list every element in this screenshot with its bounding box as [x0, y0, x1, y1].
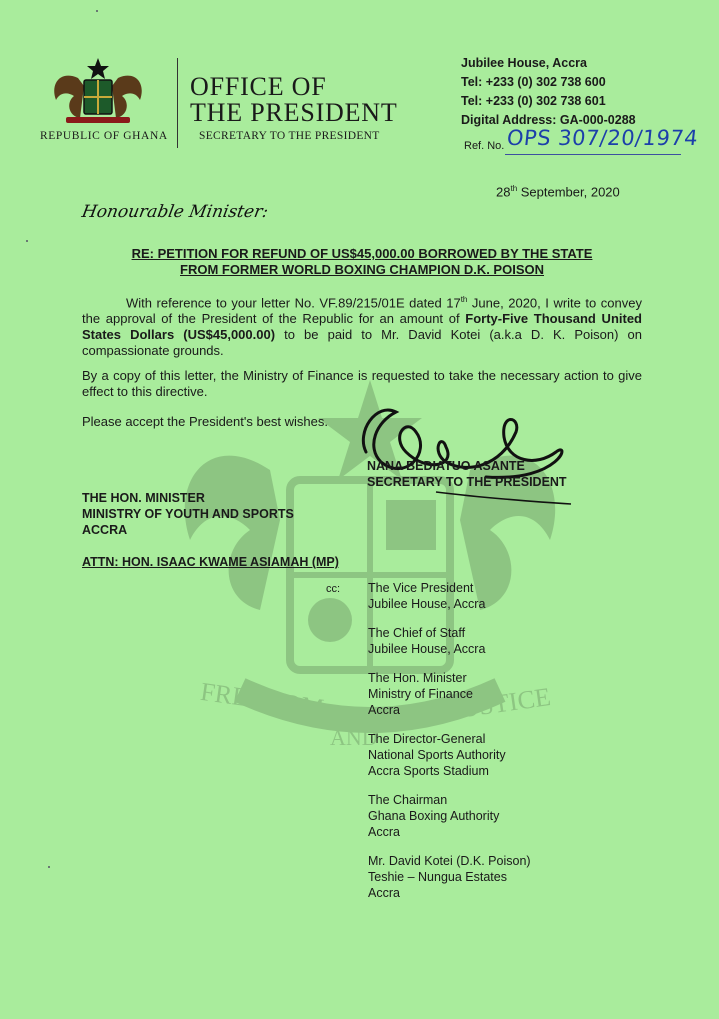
recipient-block — [82, 490, 294, 538]
cc-line: Ministry of Finance — [368, 687, 473, 701]
date-day: 28 — [496, 184, 511, 200]
cc-item — [368, 670, 531, 718]
cc-item — [368, 853, 531, 901]
salutation: Honourable Minister: — [80, 202, 270, 222]
office-title — [190, 74, 398, 126]
watermark-motto-3: JUSTICE — [448, 682, 553, 725]
p1-text-b: June, 2020, I write to convey the approval of the President of the Republic for an amount of — [82, 295, 642, 327]
speck — [26, 240, 28, 242]
republic-label: REPUBLIC OF GHANA — [40, 130, 168, 142]
ref-underline — [505, 154, 681, 155]
date-suffix: th — [510, 184, 518, 193]
cc-line: Accra Sports Stadium — [368, 764, 489, 778]
office-title-line-1: OFFICE OF — [190, 72, 327, 101]
p1-text-c: to be paid to Mr. David Kotei (a.k.a D. K. Poison) on compassionate grounds. — [82, 327, 642, 359]
signature-icon — [336, 392, 586, 522]
office-title-line-2: THE PRESIDENT — [190, 98, 398, 127]
watermark-motto-2: AND — [330, 725, 378, 750]
contact-digital-address: Digital Address: GA-000-0288 — [461, 113, 636, 127]
watermark-motto-1: FREEDOM — [198, 676, 326, 723]
contact-address: Jubilee House, Accra — [461, 56, 587, 70]
cc-line: The Director-General — [368, 732, 486, 746]
cc-item — [368, 731, 531, 779]
cc-line: Mr. David Kotei (D.K. Poison) — [368, 854, 531, 868]
header-divider — [177, 58, 178, 148]
speck — [48, 866, 50, 868]
cc-line: Jubilee House, Accra — [368, 642, 486, 656]
signer-title: SECRETARY TO THE PRESIDENT — [367, 475, 567, 489]
speck — [96, 10, 98, 12]
cc-line: The Chairman — [368, 793, 448, 807]
cc-item — [368, 580, 531, 612]
p1-amount: Forty-Five Thousand United States Dollars (US$45,000.00) — [82, 311, 642, 343]
recipient-line-2: MINISTRY OF YOUTH AND SPORTS — [82, 507, 294, 521]
contact-block — [461, 54, 636, 130]
cc-line: The Chief of Staff — [368, 626, 466, 640]
recipient-line-1: THE HON. MINISTER — [82, 491, 205, 505]
cc-item — [368, 625, 531, 657]
contact-phone-1: Tel: +233 (0) 302 738 600 — [461, 75, 606, 89]
ref-label: Ref. No. — [464, 140, 505, 152]
subject-line-1: RE: PETITION FOR REFUND OF US$45,000.00 BORROWED BY THE STATE — [131, 246, 593, 261]
cc-item — [368, 792, 531, 840]
office-subtitle: SECRETARY TO THE PRESIDENT — [199, 130, 380, 142]
p1-text-a: With reference to your letter No. VF.89/215/01E dated 17 — [126, 295, 461, 311]
cc-line: National Sports Authority — [368, 748, 506, 762]
cc-label: cc: — [326, 583, 341, 595]
p1-sup: th — [460, 295, 468, 304]
attention-line: ATTN: HON. ISAAC KWAME ASIAMAH (MP) — [82, 555, 339, 569]
cc-line: The Hon. Minister — [368, 671, 467, 685]
letter-date — [496, 184, 620, 199]
coat-of-arms-icon — [48, 56, 148, 126]
body-paragraph-3: Please accept the President's best wishes. — [82, 414, 329, 429]
cc-list — [368, 580, 531, 914]
signer-block — [367, 458, 567, 490]
recipient-line-3: ACCRA — [82, 523, 128, 537]
contact-phone-2: Tel: +233 (0) 302 738 601 — [461, 94, 606, 108]
body-paragraph-1 — [82, 292, 642, 359]
body-paragraph-2: By a copy of this letter, the Ministry of Finance is requested to take the necessary action to give effect to this directive. — [82, 368, 642, 399]
cc-line: Ghana Boxing Authority — [368, 809, 500, 823]
subject-line-2: FROM FORMER WORLD BOXING CHAMPION D.K. POISON — [180, 262, 544, 277]
ref-number: OPS 307/20/1974 — [505, 126, 700, 150]
subject-line — [82, 246, 642, 278]
cc-line: Accra — [368, 825, 400, 839]
cc-line: The Vice President — [368, 581, 474, 595]
cc-line: Accra — [368, 703, 400, 717]
date-rest: September, 2020 — [517, 184, 620, 200]
cc-line: Accra — [368, 886, 400, 900]
cc-line: Teshie – Nungua Estates — [368, 870, 507, 884]
signer-name: NANA BEDIATUO ASANTE — [367, 459, 525, 473]
cc-line: Jubilee House, Accra — [368, 597, 486, 611]
